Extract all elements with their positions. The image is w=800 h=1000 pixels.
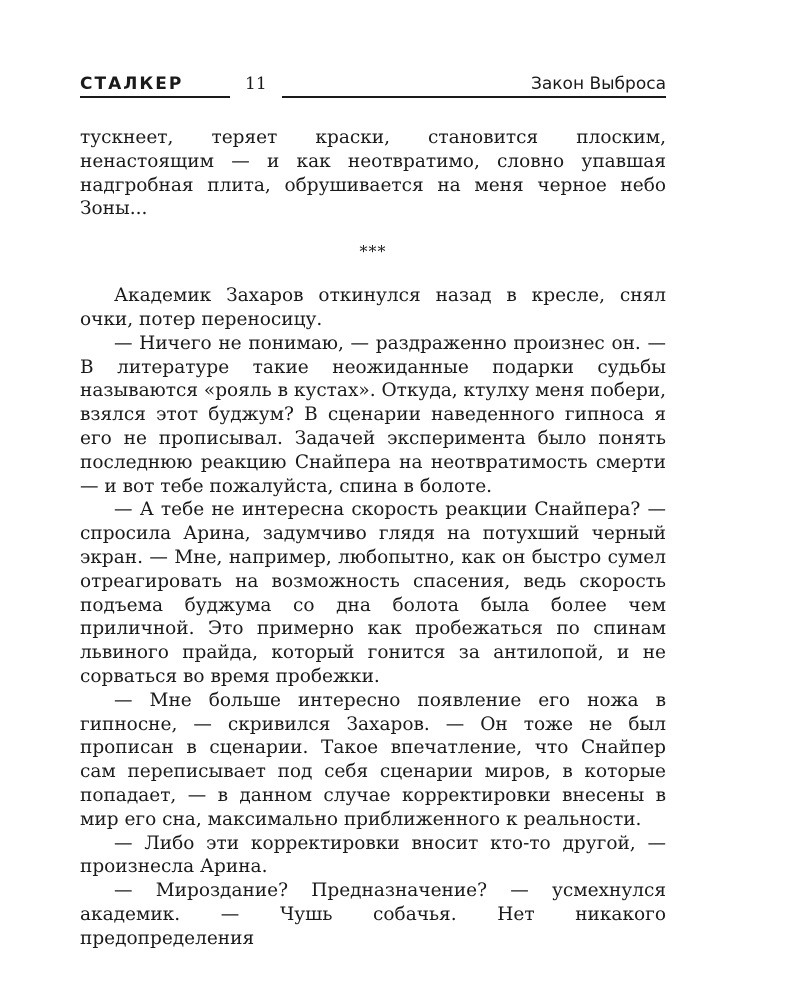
paragraph: — Мироздание? Предназначение? — усмехнулся академик. — Чушь собачья. Нет никакого предопределения [80, 880, 666, 949]
header-rule-left [80, 96, 230, 98]
paragraph: Академик Захаров откинулся назад в кресле, снял очки, потер переносицу. [80, 285, 666, 330]
running-header [80, 72, 666, 100]
lead-paragraph: тускнеет, теряет краски, становится плоским, ненастоящим — и как неотвратимо, словно упавшая надгробная плита, обрушивается на меня черное небо Зоны... [80, 127, 666, 220]
paragraph: — А тебе не интересна скорость реакции Снайпера? — спросила Арина, задумчиво глядя на потухший черный экран. — Мне, например, любопытно, как он быстро сумел отреагировать на возможность спасения, ведь скорость подъема буджума со дна болота была более чем приличной. Это примерно как пробежаться по спинам львиного прайда, который гонится за антилопой, и не сорваться во время пробежки. [80, 499, 666, 687]
page-number: 11 [245, 74, 267, 94]
paragraph: — Либо эти корректировки вносит кто-то другой, — произнесла Арина. [80, 832, 666, 878]
book-title: Закон Выброса [525, 74, 666, 94]
paragraph: — Ничего не понимаю, — раздраженно произнес он. — В литературе такие неожиданные подарки судьбы называются «рояль в кустах». Откуда, ктулху меня побери, взялся этот буджум? В сценарии наведенного гипноса я его не прописывал. Задачей эксперимента было понять последнюю реакцию Снайпера на неотвратимость смерти — и вот тебе пожалуйста, спина в болоте. [80, 332, 666, 497]
header-rule-right [282, 96, 666, 98]
paragraph: — Мне больше интересно появление его ножа в гипносне, — скривился Захаров. — Он тоже не был прописан в сценарии. Такое впечатление, что Снайпер сам переписывает под себя сценарии миров, в которые попадает, — в данном случае корректировки внесены в мир его сна, максимально приближенного к реальности. [80, 689, 666, 830]
section-separator: *** [359, 242, 387, 262]
page-body [80, 126, 666, 951]
series-title: СТАЛКЕР [80, 74, 184, 94]
